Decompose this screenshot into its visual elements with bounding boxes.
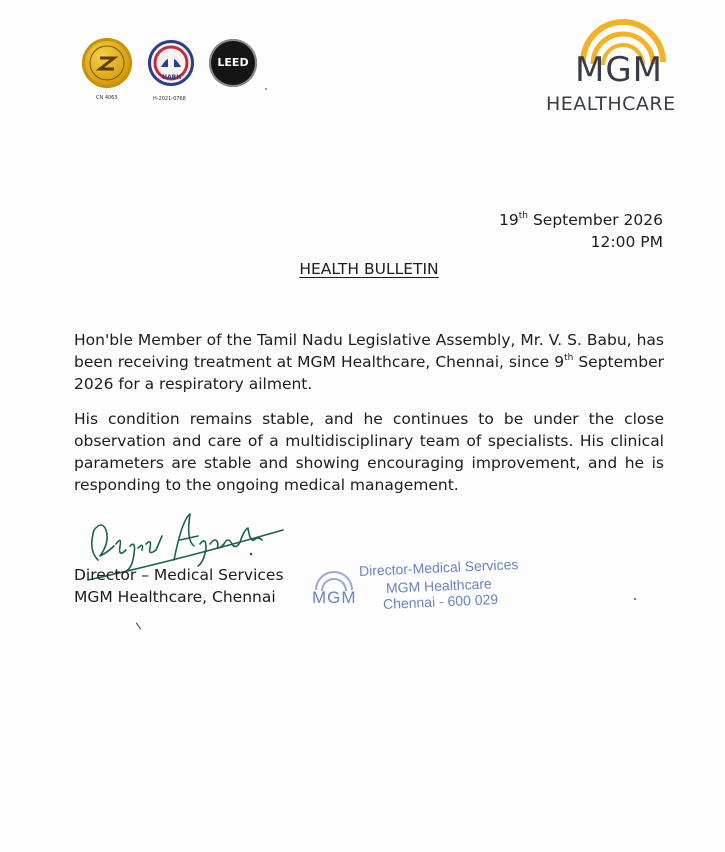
paragraph-line: parameters are stable and showing encouraging improvement, and he is bbox=[74, 454, 664, 472]
ordinal-suffix: th bbox=[564, 353, 574, 363]
paragraph-admission bbox=[74, 329, 664, 395]
page-title: HEALTH BULLETIN bbox=[299, 260, 439, 278]
signatory-organization: MGM Healthcare, Chennai bbox=[74, 588, 276, 606]
stamp-logo-text: MGM bbox=[312, 588, 357, 607]
badge-caption-cn: CN 4063 bbox=[96, 95, 118, 101]
paragraph-line: observation and care of a multidisciplinary team of specialists. His clinical bbox=[74, 432, 664, 450]
stamp-line-1: Director-Medical Services bbox=[358, 556, 519, 579]
bulletin-date bbox=[499, 211, 663, 229]
logo-subtitle: HEALTHCARE bbox=[546, 93, 676, 115]
scan-mark bbox=[634, 598, 636, 600]
paragraph-line: responding to the ongoing medical management. bbox=[74, 476, 459, 494]
paragraph-condition bbox=[74, 408, 664, 496]
date-day: 19 bbox=[499, 211, 519, 229]
scan-mark bbox=[136, 622, 141, 629]
paragraph-line-text: September bbox=[573, 353, 664, 371]
iso-certification-badge bbox=[82, 38, 132, 88]
paragraph-line-text: been receiving treatment at MGM Healthcare, Chennai, since 9 bbox=[74, 353, 565, 371]
stamp-line-3: Chennai - 600 029 bbox=[382, 590, 499, 612]
paragraph-line bbox=[74, 351, 664, 373]
date-day-suffix: th bbox=[518, 211, 529, 221]
leed-badge bbox=[209, 39, 257, 87]
certification-mark-icon bbox=[82, 38, 132, 88]
badge-caption-nabh: H-2021-0768 bbox=[153, 96, 186, 102]
date-rest: September 2026 bbox=[528, 211, 663, 229]
paragraph-line: His condition remains stable, and he continues to be under the close bbox=[74, 410, 664, 428]
signatory-role: Director – Medical Services bbox=[74, 566, 284, 584]
paragraph-line: 2026 for a respiratory ailment. bbox=[74, 375, 313, 393]
stamp-line-2: MGM Healthcare bbox=[385, 575, 493, 596]
paragraph-line: Hon'ble Member of the Tamil Nadu Legislative Assembly, Mr. V. S. Babu, has bbox=[74, 331, 664, 349]
leed-label: LEED bbox=[217, 56, 249, 69]
bulletin-time: 12:00 PM bbox=[590, 233, 663, 251]
nabh-label: NABH bbox=[162, 74, 182, 81]
logo-name: MGM bbox=[575, 50, 664, 90]
scan-mark bbox=[265, 88, 267, 90]
